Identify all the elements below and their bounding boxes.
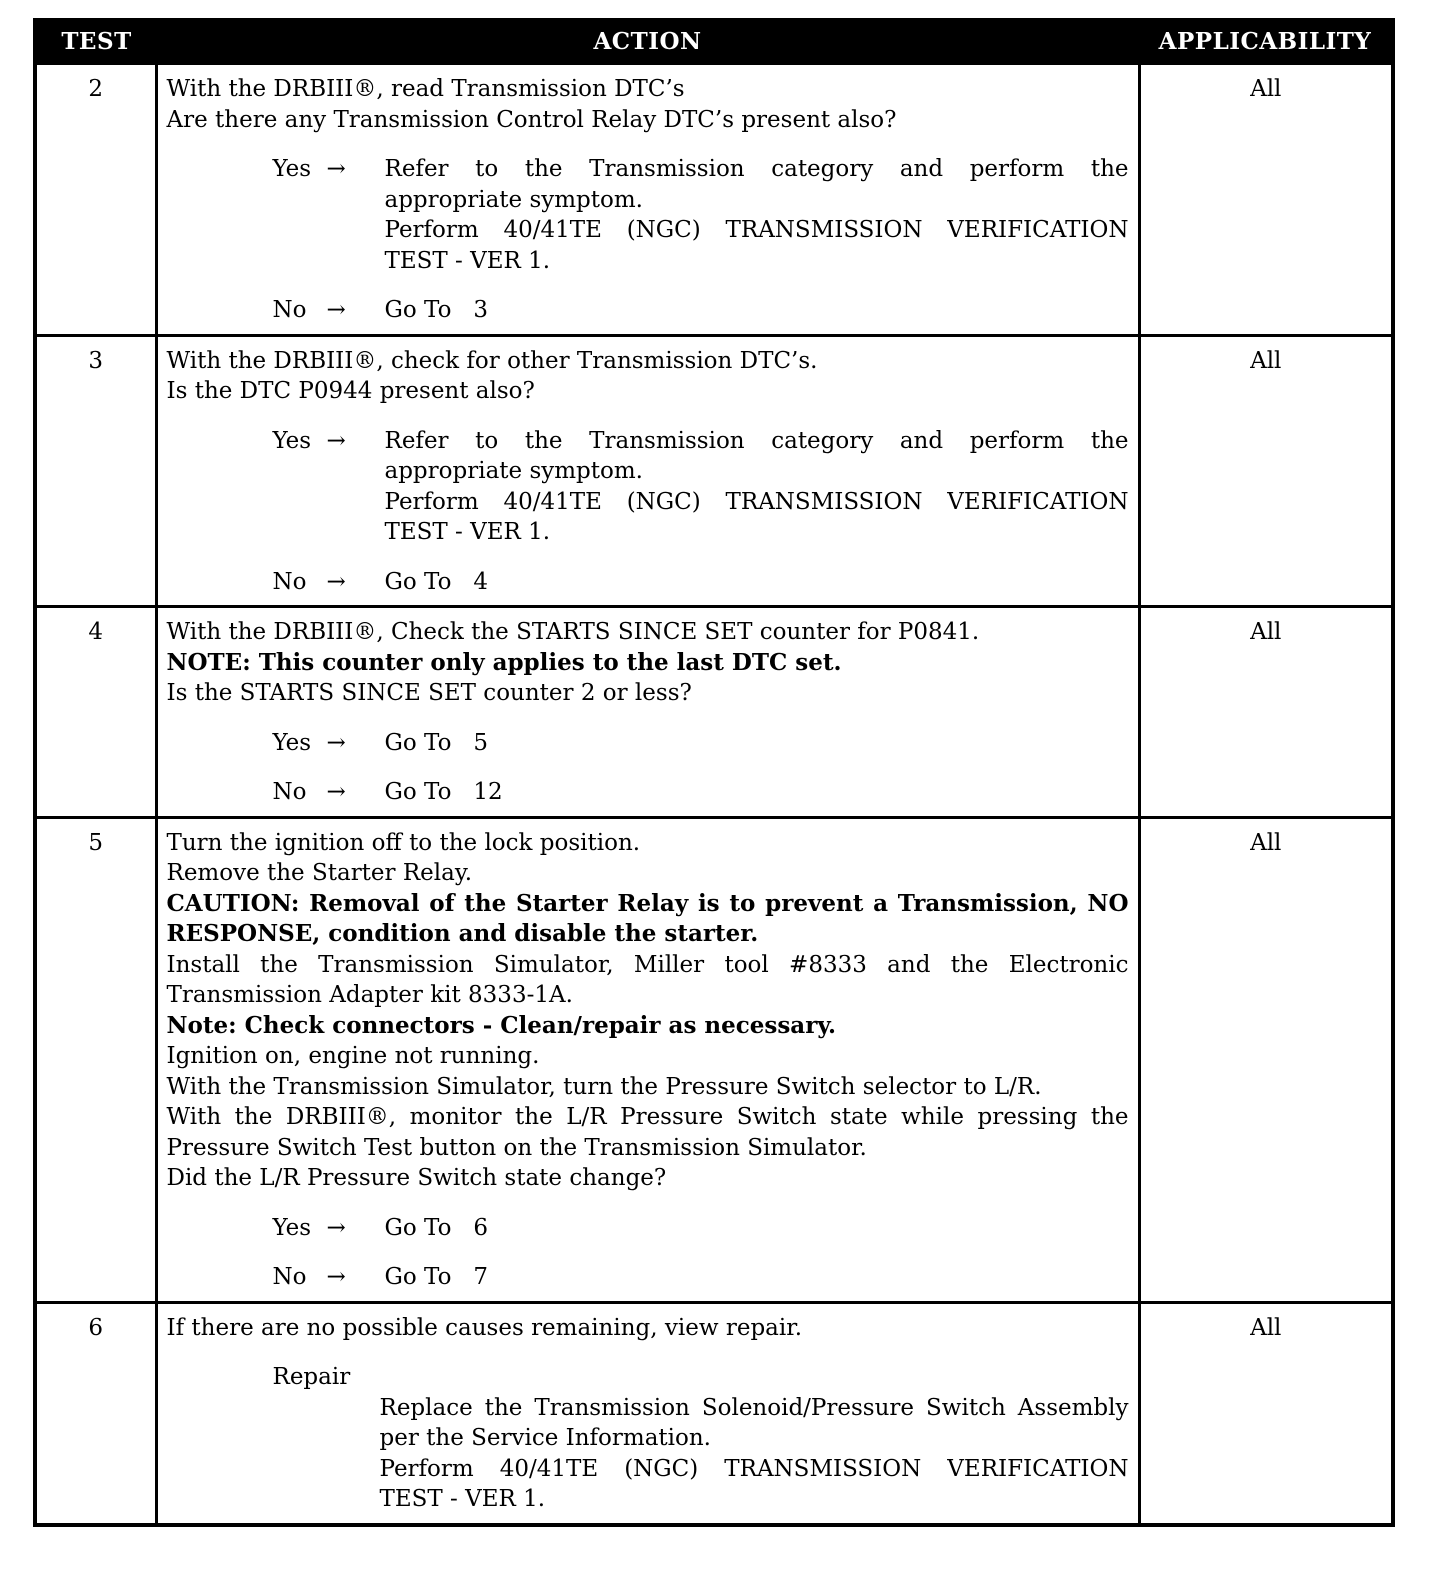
goto-label: Go To <box>384 1264 452 1290</box>
header-test: TEST <box>35 20 156 64</box>
verification-test-text: Perform 40/41TE (NGC) TRANSMISSION VERIFICATION <box>384 488 1129 515</box>
verification-test-name: TEST - VER 1. <box>384 519 551 545</box>
goto-label: Go To <box>384 568 452 595</box>
action-line: Remove the Starter Relay. <box>166 860 473 886</box>
applicability-cell: All <box>1139 607 1393 818</box>
action-line: Ignition on, engine not running. <box>166 1043 540 1069</box>
yes-label: Yes <box>272 156 312 182</box>
arrow-icon: → <box>326 779 346 805</box>
action-question: Is the STARTS SINCE SET counter 2 or less? <box>166 680 692 706</box>
goto-label: Go To <box>384 1214 452 1241</box>
action-question: Are there any Transmission Control Relay DTC’s present also? <box>166 106 897 133</box>
note-line: Note: Check connectors - Clean/repair as necessary. <box>166 1011 837 1039</box>
arrow-icon: → <box>326 427 346 454</box>
diagnostic-test-table <box>33 18 1395 1527</box>
test-number: 2 <box>35 64 156 336</box>
repair-body <box>380 1393 1129 1515</box>
table-row <box>35 607 1393 818</box>
applicability-cell: All <box>1139 1302 1393 1525</box>
yes-label: Yes <box>272 427 312 454</box>
action-line: Turn the ignition off to the lock position. <box>166 829 641 856</box>
action-cell <box>156 64 1139 336</box>
action-line: Install the Transmission Simulator, Miller tool #8333 and the Electronic Transmission Adapter kit 8333-1A. <box>166 951 1129 1008</box>
arrow-icon: → <box>326 568 346 595</box>
no-label: No <box>272 1264 307 1290</box>
goto-target: 3 <box>473 297 489 323</box>
arrow-icon: → <box>326 1264 346 1290</box>
yes-branch <box>273 728 1129 759</box>
caution-line: CAUTION: Removal of the Starter Relay is to prevent a Transmission, NO RESPONSE, condition and disable the starter. <box>166 889 1129 947</box>
action-line: If there are no possible causes remaining, view repair. <box>166 1314 803 1341</box>
no-branch <box>273 567 1129 598</box>
arrow-icon: → <box>326 156 346 182</box>
arrow-icon: → <box>326 729 346 756</box>
goto-label: Go To <box>384 729 452 756</box>
yes-label: Yes <box>272 729 312 756</box>
header-row <box>35 20 1393 64</box>
action-line: With the Transmission Simulator, turn the Pressure Switch selector to L/R. <box>166 1073 1042 1100</box>
test-number: 5 <box>35 817 156 1302</box>
goto-target: 12 <box>473 779 503 805</box>
table-row <box>35 817 1393 1302</box>
action-line: With the DRBIII®, check for other Transmission DTC’s. <box>166 347 818 374</box>
verification-test-name: TEST - VER 1. <box>384 247 551 274</box>
action-line: With the DRBIII®, Check the STARTS SINCE SET counter for P0841. <box>166 619 980 645</box>
no-label: No <box>272 297 307 323</box>
repair-instruction: Replace the Transmission Solenoid/Pressure Switch Assembly per the Service Information. <box>379 1394 1129 1451</box>
applicability-cell: All <box>1139 64 1393 336</box>
arrow-icon: → <box>326 1214 346 1241</box>
no-branch <box>273 777 1129 808</box>
goto-label: Go To <box>384 779 452 805</box>
goto-target: 5 <box>473 729 489 756</box>
test-number: 3 <box>35 335 156 607</box>
header-applicability: APPLICABILITY <box>1139 20 1393 64</box>
table-row <box>35 64 1393 336</box>
applicability-cell: All <box>1139 817 1393 1302</box>
yes-branch <box>273 154 1129 276</box>
no-branch <box>273 295 1129 326</box>
yes-instruction: Refer to the Transmission category and perform the appropriate symptom. <box>384 156 1129 213</box>
action-question: Is the DTC P0944 present also? <box>166 378 535 404</box>
yes-branch <box>273 426 1129 548</box>
table-row <box>35 335 1393 607</box>
goto-target: 6 <box>473 1214 489 1241</box>
verification-test-text: Perform 40/41TE (NGC) TRANSMISSION VERIFICATION <box>384 217 1129 243</box>
no-label: No <box>272 568 307 595</box>
test-number: 4 <box>35 607 156 818</box>
test-number: 6 <box>35 1302 156 1525</box>
table-row <box>35 1302 1393 1525</box>
repair-label: Repair <box>272 1364 351 1390</box>
no-label: No <box>272 779 307 805</box>
goto-target: 4 <box>473 568 489 595</box>
arrow-icon: → <box>326 297 346 323</box>
action-cell <box>156 335 1139 607</box>
no-branch <box>273 1262 1129 1293</box>
header-action: ACTION <box>156 20 1139 64</box>
action-cell <box>156 607 1139 818</box>
yes-label: Yes <box>272 1214 312 1241</box>
action-cell <box>156 817 1139 1302</box>
action-question: Did the L/R Pressure Switch state change? <box>166 1165 667 1191</box>
verification-test-text: Perform 40/41TE (NGC) TRANSMISSION VERIFICATION <box>379 1455 1129 1482</box>
verification-test-name: TEST - VER 1. <box>379 1486 546 1512</box>
goto-target: 7 <box>473 1264 489 1290</box>
action-line: With the DRBIII®, monitor the L/R Pressure Switch state while pressing the Pressure Switch Test button on the Transmission Simulator. <box>166 1104 1129 1161</box>
goto-label: Go To <box>384 297 452 323</box>
applicability-cell: All <box>1139 335 1393 607</box>
yes-branch <box>273 1213 1129 1244</box>
yes-instruction: Refer to the Transmission category and perform the appropriate symptom. <box>384 427 1129 484</box>
action-cell <box>156 1302 1139 1525</box>
note-line: NOTE: This counter only applies to the last DTC set. <box>166 648 842 676</box>
action-line: With the DRBIII®, read Transmission DTC’s <box>166 76 685 102</box>
